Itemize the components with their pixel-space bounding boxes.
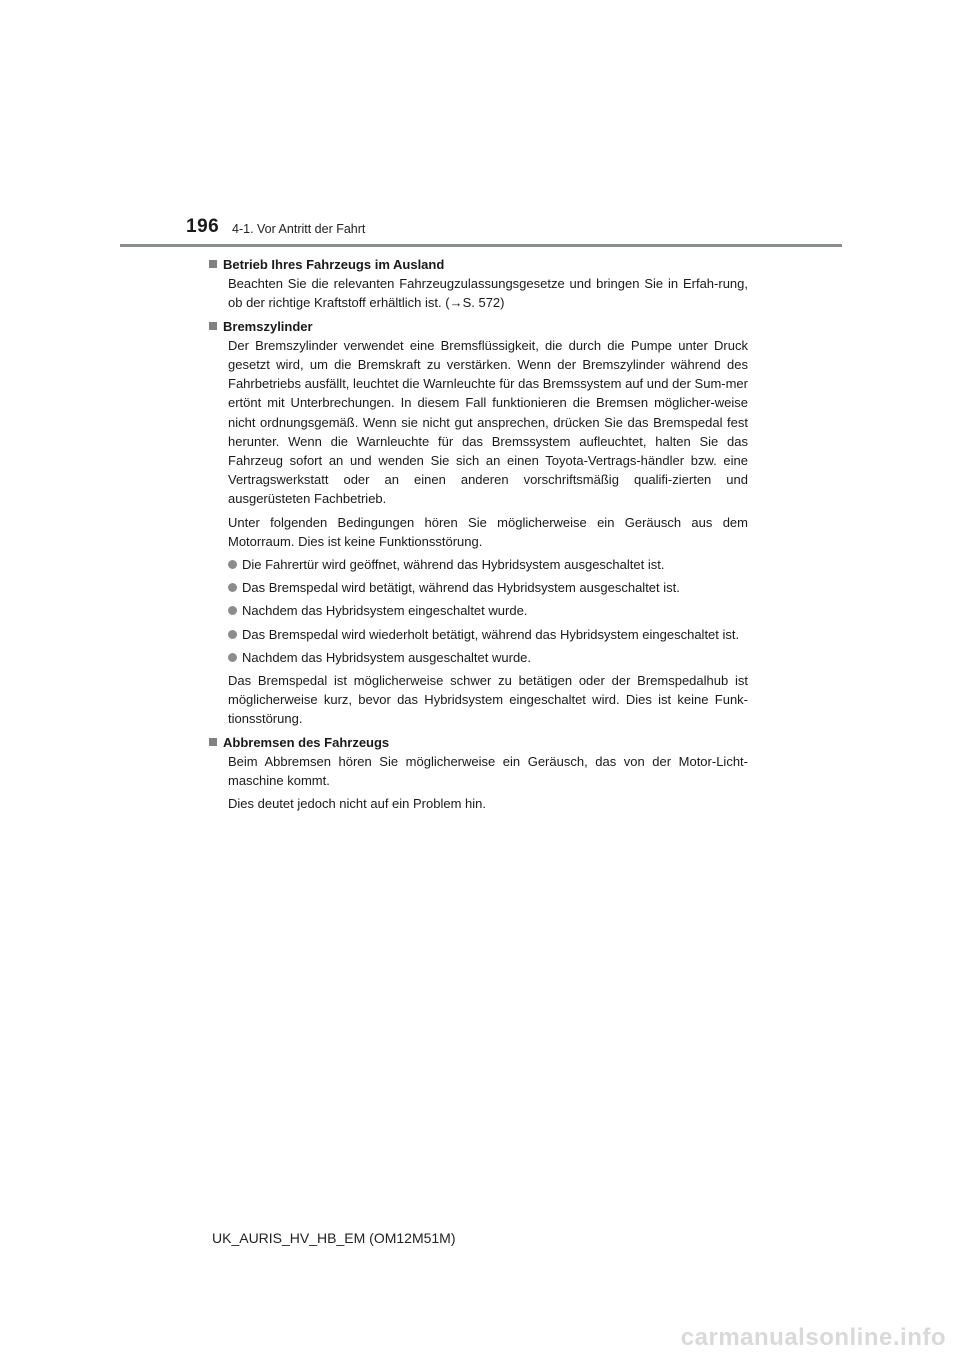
list-item [228,648,748,667]
section-heading [209,255,748,274]
round-bullet-icon [228,653,237,662]
paragraph: Beachten Sie die relevanten Fahrzeugzulassungsgesetze und bringen Sie in Erfah-rung, ob der richtige Kraftstoff erhältlich ist. (→S. 572) [228,276,748,311]
heading-text: Betrieb Ihres Fahrzeugs im Ausland [223,257,445,272]
square-bullet-icon [209,322,217,330]
list-item-text: Nachdem das Hybridsystem ausgeschaltet wurde. [242,649,532,665]
round-bullet-icon [228,606,237,615]
heading-text: Abbremsen des Fahrzeugs [223,734,390,750]
paragraph: Beim Abbremsen hören Sie möglicherweise ein Geräusch, das von der Motor-Licht-maschine kommt. [228,753,748,789]
section-heading [209,733,748,752]
paragraph: Das Bremspedal ist möglicherweise schwer zu betätigen oder der Bremspedalhub ist möglicherweise kurz, bevor das Hybridsystem eingeschaltet wird. Dies ist keine Funk-tionsstörung. [228,673,748,727]
list-item [228,555,748,574]
watermark[interactable]: carmanualsonline.info [680,1324,946,1351]
section-vehicle-braking [212,733,748,814]
header-rule [120,244,842,247]
paragraph: Unter folgenden Bedingungen hören Sie möglicherweise ein Geräusch aus dem Motorraum. Dies ist keine Funktionsstörung. [228,514,748,549]
list-item [228,625,748,644]
list-item-text: Das Bremspedal wird betätigt, während das Hybridsystem ausgeschaltet ist. [242,580,680,596]
page-number: 196 [186,216,220,237]
square-bullet-icon [209,260,217,268]
section-brake-cylinder [212,317,748,729]
page-content [212,255,748,817]
list-item-text: Das Bremspedal wird wiederholt betätigt, während das Hybridsystem eingeschaltet ist. [242,626,740,642]
section-heading [209,317,748,336]
heading-text: Bremszylinder [223,318,313,334]
round-bullet-icon [228,560,237,569]
list-item-text: Die Fahrertür wird geöffnet, während das Hybridsystem ausgeschaltet ist. [242,557,665,573]
paragraph: Dies deutet jedoch nicht auf ein Problem hin. [228,796,486,812]
square-bullet-icon [209,738,217,746]
list-item [228,601,748,620]
list-item [228,578,748,597]
paragraph: Der Bremszylinder verwendet eine Bremsflüssigkeit, die durch die Pumpe unter Druck gesetzt wird, um die Bremskraft zu verstärken. Wenn der Bremszylinder während des Fahrbetriebs ausfällt, leuchtet die Warnleuchte für das Bremssystem auf und der Sum-mer ertönt mit Unterbrechungen. In diesem Fall funktionieren die Bremsen möglicher-weise nicht ordnungsgemäß. Wenn sie nicht gut ansprechen, drücken Sie das Bremspedal fest herunter. Wenn die Warnleuchte für das Bremssystem aufleuchtet, halten Sie das Fahrzeug sofort an und wenden Sie sich an einen Toyota-Vertrags-händler bzw. eine Vertragswerkstatt oder an einen anderen vorschriftsmäßig qualifi-zierten und ausgerüsteten Fachbetrieb. [228,337,748,507]
section-foreign-operation [212,255,748,313]
list-item-text: Nachdem das Hybridsystem eingeschaltet wurde. [242,603,528,619]
round-bullet-icon [228,583,237,592]
running-head: 4-1. Vor Antritt der Fahrt [232,222,366,236]
footer-document-code: UK_AURIS_HV_HB_EM (OM12M51M) [212,1230,456,1246]
round-bullet-icon [228,630,237,639]
